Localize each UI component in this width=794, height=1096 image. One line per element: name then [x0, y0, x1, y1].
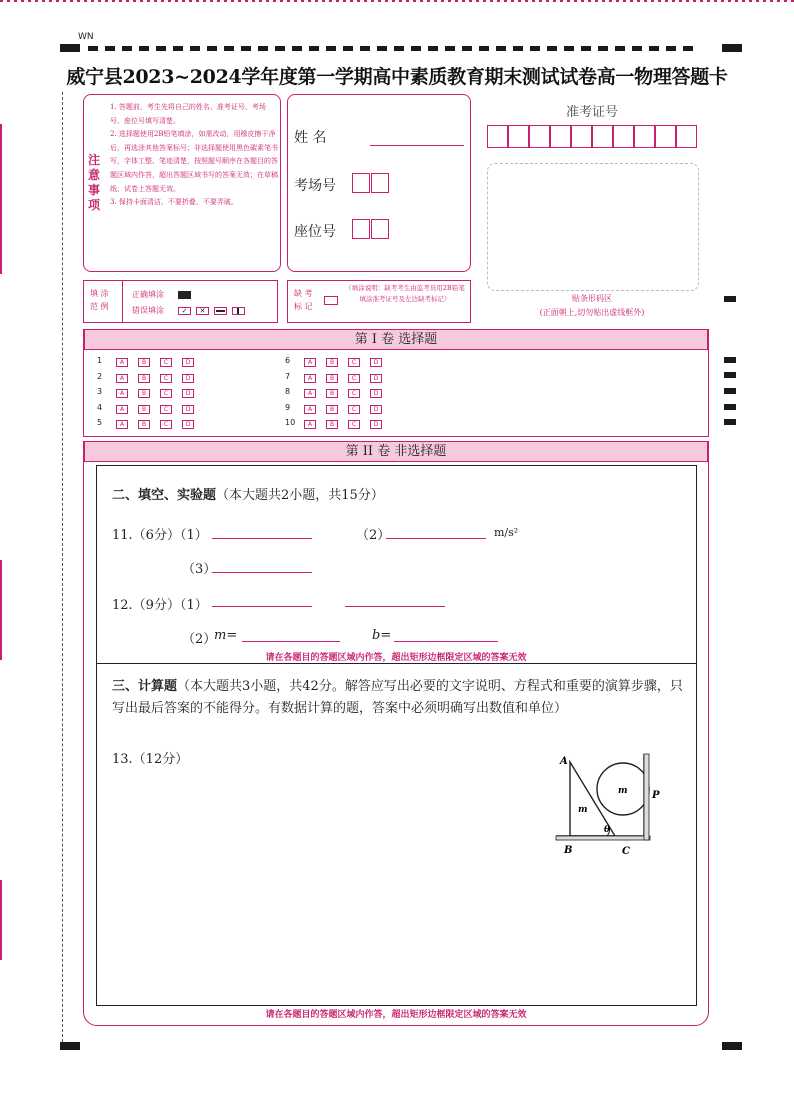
mc-question-number: 4: [97, 402, 103, 412]
notes-body: [110, 101, 278, 210]
name-label: 姓 名: [294, 130, 327, 146]
mc-option-d[interactable]: D: [182, 420, 194, 429]
part3-heading: [112, 676, 690, 720]
label-m-block: m: [578, 805, 588, 815]
mc-question-number: 9: [285, 402, 291, 412]
missing-exam-label: 缺 考 标 记: [294, 289, 313, 311]
mc-option-d[interactable]: D: [182, 389, 194, 398]
seat-box[interactable]: [371, 219, 389, 239]
admission-digit-box[interactable]: [487, 125, 508, 148]
mc-option-b[interactable]: B: [138, 405, 150, 414]
mc-question-number: 5: [97, 418, 103, 427]
floor-hatch: [556, 836, 650, 840]
wrong-fill-dash: [214, 307, 227, 315]
q11-part2-label: （2）: [356, 528, 391, 543]
mc-option-a[interactable]: A: [304, 420, 316, 429]
wrong-fill-check: ✓: [178, 307, 191, 315]
left-edge-bar: [0, 124, 2, 274]
missing-exam-checkbox[interactable]: [324, 296, 338, 305]
mc-option-a[interactable]: A: [116, 389, 128, 398]
label-a: A: [560, 756, 568, 767]
left-edge-bar: [0, 560, 2, 660]
mc-question-number: 1: [97, 356, 103, 365]
mc-option-a[interactable]: A: [304, 374, 316, 383]
wall-hatch: [644, 754, 649, 840]
part3-desc: （本大题共3小题，共42分。解答应写出必要的文字说明、方程式和重要的演算步骤，只写出最后答案的不能得分。有数据计算的题，答案中必须明确写出数值和单位）: [112, 679, 683, 716]
mc-option-c[interactable]: C: [348, 374, 360, 383]
notes-item: 3. 保持卡面清洁，不要折叠、不要弄破。: [110, 198, 238, 207]
mc-option-b[interactable]: B: [326, 374, 338, 383]
mc-option-b[interactable]: B: [138, 358, 150, 367]
label-c: C: [622, 846, 630, 857]
q11-answer-1[interactable]: [212, 538, 312, 539]
name-field[interactable]: [370, 145, 464, 146]
mc-option-d[interactable]: D: [370, 389, 382, 398]
mc-option-d[interactable]: D: [182, 374, 194, 383]
barcode-label-2: (正面朝上,切勿贴出虚线框外): [539, 308, 645, 317]
mc-option-b[interactable]: B: [326, 389, 338, 398]
mc-option-c[interactable]: C: [348, 389, 360, 398]
missing-exam-box: [287, 280, 471, 323]
q13-label: 13.（12分）: [112, 752, 189, 767]
fill-example-label: 填 涂 范 例: [90, 289, 109, 311]
mc-question-number: 7: [285, 371, 291, 381]
mc-option-b[interactable]: B: [138, 420, 150, 429]
left-edge-bar: [0, 880, 2, 960]
section1-title: 第 I 卷 选择题: [84, 329, 708, 350]
mc-option-d[interactable]: D: [370, 420, 382, 429]
q11-unit: m/s²: [494, 526, 519, 539]
notes-box: [83, 94, 281, 272]
mc-option-d[interactable]: D: [182, 405, 194, 414]
fill-example-box: [83, 280, 278, 323]
seat-label: 座位号: [294, 224, 336, 240]
mc-option-c[interactable]: C: [348, 358, 360, 367]
admission-digit-box[interactable]: [550, 125, 571, 148]
part3-title: 三、计算题: [112, 679, 178, 694]
admission-digit-box[interactable]: [613, 125, 634, 148]
part2-title: 二、填空、实验题: [112, 488, 217, 503]
mc-option-a[interactable]: A: [304, 389, 316, 398]
mc-question-number: 3: [97, 387, 103, 396]
mc-option-d[interactable]: D: [370, 374, 382, 383]
seat-box[interactable]: [352, 219, 370, 239]
mc-option-d[interactable]: D: [182, 358, 194, 367]
label-p: P: [652, 790, 660, 801]
admission-digit-box[interactable]: [592, 125, 613, 148]
area-warning: 请在各题目的答题区域内作答，超出矩形边框限定区域的答案无效: [265, 653, 527, 663]
top-dashed-border: [0, 0, 794, 2]
correct-fill-label: 正确填涂: [132, 290, 164, 299]
barcode-label-1: 贴条形码区: [572, 294, 612, 303]
corner-mark: WN: [78, 32, 94, 42]
wrong-fill-cross: ✕: [196, 307, 209, 315]
q11-part3-label: （3）: [182, 562, 217, 577]
admission-digit-box[interactable]: [571, 125, 592, 148]
exam-room-box[interactable]: [371, 173, 389, 193]
exam-room-box[interactable]: [352, 173, 370, 193]
q12-answer-1a[interactable]: [212, 606, 312, 607]
label-b: B: [564, 845, 573, 856]
admission-digit-box[interactable]: [529, 125, 550, 148]
part-divider: [96, 663, 696, 664]
q12-answer-m[interactable]: [242, 641, 340, 642]
notes-item: 2. 选择题使用2B铅笔填涂，如需改动，用橡皮擦干净后，再选涂其他答案标号；非选择题使用黑色碳素笔书写，字体工整、笔迹清楚，按照题号顺序在各题目的答题区域内作答，超出答题区域书写的答案无效；在草稿纸、试卷上答题无效。: [110, 130, 278, 193]
q12-b-label: b=: [372, 628, 392, 643]
mc-option-b[interactable]: B: [138, 374, 150, 383]
q11-answer-2[interactable]: [386, 538, 486, 539]
mc-option-c[interactable]: C: [160, 405, 172, 414]
area-warning-bottom: 请在各题目的答题区域内作答，超出矩形边框限定区域的答案无效: [265, 1010, 527, 1020]
admission-digit-box[interactable]: [634, 125, 655, 148]
mc-option-b[interactable]: B: [326, 405, 338, 414]
mc-option-c[interactable]: C: [160, 358, 172, 367]
q11-label: 11.（6分）（1）: [112, 528, 208, 543]
mc-option-a[interactable]: A: [116, 358, 128, 367]
mc-option-d[interactable]: D: [370, 358, 382, 367]
q11-answer-3[interactable]: [212, 572, 312, 573]
mc-option-c[interactable]: C: [348, 420, 360, 429]
q12-part2-label: （2）: [182, 632, 217, 647]
mc-option-c[interactable]: C: [160, 420, 172, 429]
admission-digit-box[interactable]: [508, 125, 529, 148]
notes-label: 注意事项: [88, 153, 101, 212]
part2-heading: [112, 484, 384, 503]
mc-question-number: 6: [285, 356, 291, 365]
mc-option-a[interactable]: A: [116, 374, 128, 383]
mc-option-a[interactable]: A: [304, 405, 316, 414]
q13-diagram: [552, 750, 672, 860]
binding-line: [62, 92, 63, 1042]
mc-question-number: 2: [97, 371, 103, 381]
answer-area-frame: [96, 465, 697, 1006]
wrong-fill-bar: [232, 307, 245, 315]
admission-digit-box[interactable]: [676, 125, 697, 148]
label-m-ball: m: [618, 786, 628, 796]
q12-m-label: m=: [214, 628, 238, 643]
q12-answer-b[interactable]: [394, 641, 498, 642]
section2-title: 第 II 卷 非选择题: [84, 441, 708, 462]
barcode-area[interactable]: [487, 163, 699, 291]
mc-option-a[interactable]: A: [304, 358, 316, 367]
candidate-info-box: [287, 94, 471, 272]
label-theta: θ: [604, 825, 611, 835]
mc-option-c[interactable]: C: [160, 389, 172, 398]
mc-option-b[interactable]: B: [326, 358, 338, 367]
page-title: 威宁县2023~2024学年度第一学期高中素质教育期末测试试卷高一物理答题卡: [66, 66, 728, 88]
mc-option-a[interactable]: A: [116, 405, 128, 414]
correct-fill-mark: [178, 291, 191, 299]
mc-option-a[interactable]: A: [116, 420, 128, 429]
barcode-label: [487, 292, 697, 320]
q12-answer-1b[interactable]: [345, 606, 445, 607]
admission-number-title: 准考证号: [565, 105, 618, 120]
notes-item: 1. 答题前，考生先将自己的姓名、准考证号、考场号、座位号填写清楚。: [110, 103, 266, 125]
mc-question-number: 10: [285, 418, 296, 427]
wrong-fill-label: 错误填涂: [132, 306, 164, 315]
mc-question-number: 8: [285, 387, 291, 396]
mc-option-c[interactable]: C: [160, 374, 172, 383]
part2-desc: （本大题共2小题，共15分）: [216, 488, 384, 503]
mc-option-b[interactable]: B: [326, 420, 338, 429]
q12-label: 12.（9分）（1）: [112, 598, 208, 613]
exam-room-label: 考场号: [294, 178, 336, 194]
mc-option-c[interactable]: C: [348, 405, 360, 414]
mc-option-d[interactable]: D: [370, 405, 382, 414]
missing-exam-note: （填涂说明：缺考考生由监考员用2B铅笔填涂准考证号及左边缺考标记）: [345, 284, 465, 303]
mc-option-b[interactable]: B: [138, 389, 150, 398]
admission-digit-box[interactable]: [655, 125, 676, 148]
